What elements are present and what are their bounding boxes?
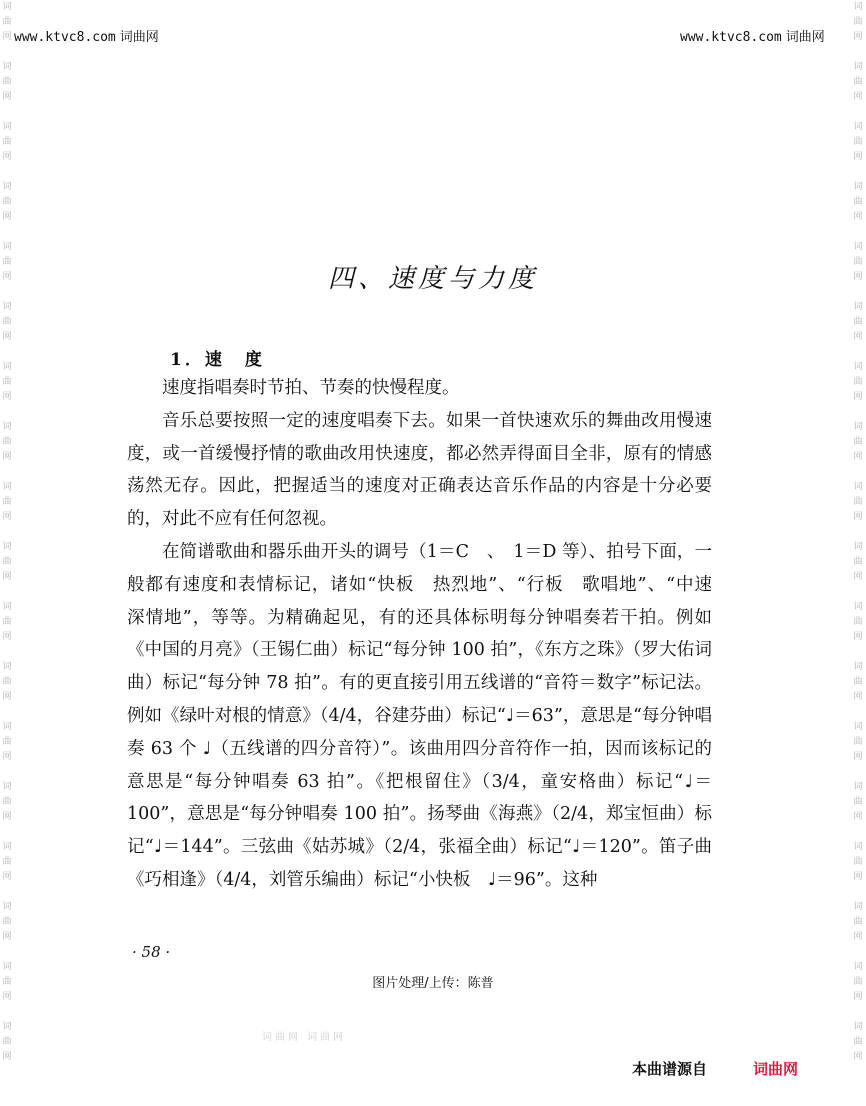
watermark-char: 词 [853,962,863,972]
watermark-char: 网 [853,692,863,702]
watermark-char: 词 [853,2,863,12]
watermark-group [852,180,864,240]
watermark-group [852,480,864,540]
header-left-site[interactable]: 词曲网 [119,30,159,45]
watermark-char: 网 [853,332,863,342]
watermark-char: 词 [853,722,863,732]
watermark-group [852,780,864,840]
watermark-char: 曲 [2,737,12,747]
watermark-char: 网 [853,752,863,762]
watermark-char: 网 [853,452,863,462]
watermark-char: 网 [2,212,12,222]
watermark-char: 词 [2,122,12,132]
watermark-char: 曲 [2,557,12,567]
watermark-char: 曲 [853,437,863,447]
watermark-char: 曲 [853,857,863,867]
watermark-group [852,60,864,120]
watermark-char: 词 [2,962,12,972]
watermark-char: 词 [2,902,12,912]
watermark-char: 词 [853,902,863,912]
header-right-site[interactable]: 词曲网 [785,30,825,45]
source-footer [632,1058,798,1079]
watermark-char: 词 [853,602,863,612]
watermark-group [852,360,864,420]
watermark-char: 曲 [853,677,863,687]
watermark-group [1,360,13,420]
watermark-char: 词 [853,62,863,72]
watermark-char: 曲 [853,377,863,387]
watermark-char: 网 [2,692,12,702]
watermark-char: 网 [853,1052,863,1062]
watermark-char: 网 [2,932,12,942]
paragraph: 在简谱歌曲和器乐曲开头的调号（1＝C 、 1＝D 等）、拍号下面，一般都有速度和表情标记，诸如“快板 热烈地”、“行板 歌唱地”、“中速 深情地”，等等。为精确起见，有的还具体标明每分钟唱奏若干拍。例如《中国的月亮》（王锡仁曲）标记“每分钟 100 拍”，《东方之珠》（罗大佑词曲）标记“每分钟 78 拍”。有的更直接引用五线谱的“音符＝数字”标记法。例如《绿叶对根的情意》（4/4，谷建芬曲）标记“♩＝63”，意思是“每分钟唱奏 63 个 ♩（五线谱的四分音符）”。该曲用四分音符作一拍，因而该标记的意思是“每分钟唱奏 63 拍”。《把根留住》（3/4，童安格曲）标记“♩＝100”，意思是“每分钟唱奏 100 拍”。扬琴曲《海燕》（2/4，郑宝恒曲）标记“♩＝144”。三弦曲《姑苏城》（2/4，张福全曲）标记“♩＝120”。笛子曲《巧相逢》（4/4，刘管乐编曲）标记“小快板 ♩＝96”。这种 [127,541,730,890]
watermark-char: 网 [2,812,12,822]
watermark-char: 词 [2,782,12,792]
watermark-char: 词 [853,242,863,252]
watermark-char: 网 [853,212,863,222]
watermark-char: 曲 [853,617,863,627]
watermark-group [1,720,13,780]
watermark-char: 词 [2,362,12,372]
watermark-char: 网 [2,32,12,42]
watermark-char: 网 [853,932,863,942]
watermark-char: 词 [2,242,12,252]
watermark-char: 曲 [853,17,863,27]
page-number: · 58 · [132,943,171,961]
watermark-group [852,720,864,780]
watermark-group [1,600,13,660]
watermark-char: 词 [2,542,12,552]
watermark-char: 词 [2,482,12,492]
watermark-group [1,120,13,180]
watermark-char: 网 [2,872,12,882]
watermark-char: 词 [853,422,863,432]
watermark-char: 词 [2,422,12,432]
watermark-char: 词 [2,602,12,612]
watermark-char: 词 [853,542,863,552]
right-watermark-strip [852,0,864,1106]
watermark-char: 曲 [853,317,863,327]
watermark-group [1,300,13,360]
watermark-char: 词 [853,1022,863,1032]
watermark-char: 词 [2,722,12,732]
header-left [14,26,159,45]
watermark-group [1,420,13,480]
watermark-char: 曲 [853,497,863,507]
watermark-char: 曲 [853,977,863,987]
watermark-char: 曲 [2,377,12,387]
watermark-char: 曲 [2,437,12,447]
watermark-group [852,120,864,180]
watermark-char: 曲 [2,1037,12,1047]
watermark-char: 词 [853,782,863,792]
watermark-char: 曲 [2,797,12,807]
watermark-char: 曲 [853,197,863,207]
watermark-char: 曲 [2,977,12,987]
watermark-group [1,1020,13,1080]
watermark-char: 词 [853,362,863,372]
watermark-char: 词 [2,62,12,72]
watermark-char: 网 [2,512,12,522]
watermark-char: 网 [2,572,12,582]
watermark-char: 曲 [2,617,12,627]
watermark-char: 曲 [2,917,12,927]
watermark-group [1,0,13,60]
watermark-group [1,180,13,240]
watermark-char: 网 [853,812,863,822]
watermark-char: 曲 [853,77,863,87]
watermark-char: 网 [2,632,12,642]
watermark-char: 曲 [2,197,12,207]
watermark-char: 网 [2,992,12,1002]
watermark-group [852,900,864,960]
watermark-char: 词 [853,482,863,492]
watermark-group [1,840,13,900]
watermark-group [852,840,864,900]
header-right [680,26,825,45]
watermark-char: 词 [853,182,863,192]
watermark-char: 曲 [853,137,863,147]
watermark-char: 词 [2,842,12,852]
watermark-char: 网 [853,992,863,1002]
watermark-char: 曲 [2,857,12,867]
chapter-title: 四、速度与力度 [327,264,538,294]
watermark-char: 曲 [853,257,863,267]
watermark-group [1,900,13,960]
upload-credit: 图片处理/上传：陈普 [372,976,494,991]
header-right-url[interactable]: www.ktvc8.com [680,30,782,45]
watermark-group [1,480,13,540]
watermark-char: 词 [853,122,863,132]
watermark-char: 网 [853,872,863,882]
left-watermark-strip [1,0,13,1106]
watermark-char: 曲 [2,497,12,507]
body-text [127,372,730,897]
watermark-char: 曲 [2,77,12,87]
watermark-char: 词 [853,662,863,672]
watermark-char: 网 [2,272,12,282]
watermark-group [852,540,864,600]
watermark-char: 网 [2,152,12,162]
watermark-char: 网 [2,332,12,342]
watermark-char: 网 [853,392,863,402]
watermark-group [852,300,864,360]
watermark-char: 网 [853,572,863,582]
watermark-char: 词 [853,842,863,852]
watermark-char: 词 [2,2,12,12]
watermark-char: 网 [2,392,12,402]
watermark-group [852,0,864,60]
watermark-char: 网 [2,452,12,462]
watermark-char: 曲 [853,737,863,747]
watermark-char: 曲 [853,797,863,807]
watermark-char: 词 [2,182,12,192]
watermark-group [1,540,13,600]
watermark-char: 曲 [853,917,863,927]
watermark-char: 曲 [2,317,12,327]
paragraph: 速度指唱奏时节拍、节奏的快慢程度。 [162,378,460,398]
watermark-char: 网 [853,272,863,282]
watermark-char: 词 [2,662,12,672]
watermark-char: 曲 [2,137,12,147]
watermark-group [852,660,864,720]
watermark-char: 网 [853,512,863,522]
section-heading: 1．速 度 [170,350,265,370]
watermark-group [852,1020,864,1080]
watermark-group [1,660,13,720]
watermark-group [1,60,13,120]
footer-label: 本曲谱源自 [632,1060,708,1078]
footer-brand-link[interactable]: 词曲网 [753,1060,799,1078]
watermark-char: 词 [2,1022,12,1032]
watermark-char: 网 [853,32,863,42]
watermark-group [852,600,864,660]
watermark-char: 曲 [2,677,12,687]
watermark-char: 网 [2,92,12,102]
watermark-char: 网 [853,92,863,102]
watermark-group [1,780,13,840]
paragraph: 音乐总要按照一定的速度唱奏下去。如果一首快速欢乐的舞曲改用慢速度，或一首缓慢抒情的歌曲改用快速度，都必然弄得面目全非，原有的情感荡然无存。因此，把握适当的速度对正确表达音乐作品的内容是十分必要的，对此不应有任何忽视。 [127,410,712,530]
watermark-char: 网 [2,752,12,762]
faint-watermark-text: 词曲网 词曲网 [262,1032,347,1043]
watermark-char: 网 [853,632,863,642]
watermark-char: 词 [2,302,12,312]
watermark-char: 网 [853,152,863,162]
watermark-char: 网 [2,1052,12,1062]
watermark-char: 曲 [2,17,12,27]
watermark-char: 曲 [853,557,863,567]
header-left-url[interactable]: www.ktvc8.com [14,30,116,45]
watermark-group [852,420,864,480]
watermark-char: 曲 [2,257,12,267]
watermark-char: 词 [853,302,863,312]
watermark-char: 曲 [853,1037,863,1047]
